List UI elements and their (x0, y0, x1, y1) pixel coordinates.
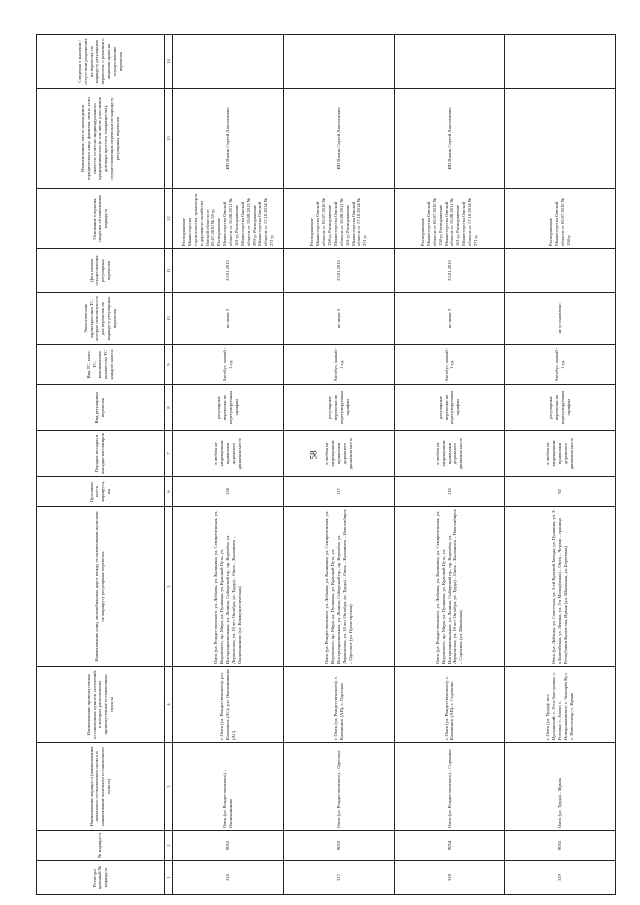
cell-reg: 318 (394, 861, 505, 895)
header-cell: Наименование, место нахождения юридического лица, фамилия, имя и, если имеется, отчество индивидуального предпринимателя (в том числе участников договора простого товарищества), осуществляющих перевозки по маршруту регулярных перевозок (37, 89, 165, 189)
column-number: 7 (164, 431, 173, 477)
cell-route-number: 9054 (394, 831, 505, 861)
cell-route-number: 9052 (173, 831, 284, 861)
cell-start-date: 23.01.2015 (394, 249, 505, 293)
column-number: 9 (164, 345, 173, 385)
cell-length: 128 (173, 477, 284, 507)
header-cell: № маршрута (37, 831, 165, 861)
cell-vehicle: Автобус, малый - 1 ед. (394, 345, 505, 385)
cell-vehicle: Автобус, малый - 1 ед. (173, 345, 284, 385)
header-cell: Сведения о наличии / отсутствии разрешения на перевозку по маршруту регулярных перевозок, о решении о лишении права на осуществление перевозок (37, 35, 165, 89)
cell-streets: Омск (ул. Рождественского, ул. Лобкова, ул. Калинина, ул. Семиреченская, ул. Воровского, пр. Мира, ул. Пушкина, ул. Красный Путь, ул. Интернациональная, ул. Ленина, Сибирский пр., пр. Королёва, ул. Лермонтова, ул. 10 лет Октября, ул. Труда) – Омск – Калачинск – Оконешниково (ул. Коммунистическая) (173, 507, 284, 667)
cell-transport-type: регулярные перевозки по нерегулируемым тарифам (173, 385, 284, 431)
cell-route-number: 9053 (283, 831, 394, 861)
header-cell: Наименование улиц, автомобильных дорог между остановочными пунктами по маршруту регулярных перевозок (37, 507, 165, 667)
cell-boarding: в любом не запрещенном правилами дорожного движения месте (394, 431, 505, 477)
cell-reg: 316 (173, 861, 284, 895)
cell-permit (505, 35, 616, 89)
rotated-table-container (36, 35, 616, 895)
cell-route-name: Омск (ул. Рождественского) – Одесское (283, 743, 394, 831)
cell-permit (283, 35, 394, 89)
cell-transport-type: регулярные перевозки по нерегулируемым тарифам (505, 385, 616, 431)
column-number: 10 (164, 293, 173, 345)
header-cell: Вид регулярных перевозок (37, 385, 165, 431)
cell-boarding: в любом не запрещенном правилами дорожного движения месте (505, 431, 616, 477)
cell-route-name: Омск (ул. Труда) – Ирмак (505, 743, 616, 831)
column-number: 5 (164, 507, 173, 667)
column-number: 1 (164, 861, 173, 895)
cell-stops: г. Омск (ул. Рождественского); р.п. Калачинск (АС); р.п. Оконешниково (АС) (173, 667, 284, 743)
cell-transport-type: регулярные перевозки по нерегулируемым тарифам (283, 385, 394, 431)
cell-basis: Распоряжение Министерства Омской области от 05.07.2010 № 158-р; Распоряжение Министерства Омской области от 16.08.2011 № 161-р; Распоряжение Министерства Омской области от 17.10.2014 № 271-р (394, 189, 505, 249)
column-number-row (164, 35, 173, 895)
header-row (37, 35, 165, 895)
cell-eco: не ниже 3 (283, 293, 394, 345)
header-cell: Экологические характеристики ТС, которые используются для перевозок по маршруту регулярных перевозок (37, 293, 165, 345)
column-number: 4 (164, 667, 173, 743)
header-cell: Дата начала осуществления регулярных перевозок (37, 249, 165, 293)
cell-permit (394, 35, 505, 89)
cell-streets: Омск (ул. Рождественского, ул. Лобкова, ул. Калинина, ул. Семиреченская, ул. Воровского, пр. Мира, ул. Пушкина, ул. Красный Путь, ул. Интернациональная, ул. Ленина, Сибирский пр., пр. Королёва, ул. Лермонтова, ул. 10 лет Октября, ул. Труда) – Омск – Калачинск – Новосибирск – Одесское (ул. Пролетарская) (283, 507, 394, 667)
cell-eco: не установлено (505, 293, 616, 345)
cell-basis: Распоряжение Министерства Омской области от 05.07.2010 № 158-р (505, 189, 616, 249)
cell-vehicle: Автобус, малый - 1 ед. (283, 345, 394, 385)
cell-basis: Распоряжение Министерства Омской области от 05.07.2010 № 158-р; Распоряжение Министерства Омской области от 16.08.2011 № 161-р; Распоряжение Министерства Омской области от 17.10.2014 № 271-р (283, 189, 394, 249)
cell-route-name: Омск (ул. Рождественского) – Оконешниково (173, 743, 284, 831)
cell-carrier: ИП Пилин Сергей Анатольевич (283, 89, 394, 189)
cell-length: 117 (283, 477, 394, 507)
cell-eco: не ниже 3 (394, 293, 505, 345)
column-number: 11 (164, 249, 173, 293)
header-cell: Регистра-ционный № маршрута (37, 861, 165, 895)
cell-start-date (505, 249, 616, 293)
page-number: 58 (308, 450, 319, 460)
column-number: 12 (164, 189, 173, 249)
column-number: 3 (164, 743, 173, 831)
cell-route-name: Омск (ул. Рождественского) – Сорокино (394, 743, 505, 831)
header-cell: Наименование маршрута (наименования начального остановочного пункта и наименование конечного остановочного пункта) (37, 743, 165, 831)
cell-start-date: 23.01.2015 (173, 249, 284, 293)
cell-route-number: 9055 (505, 831, 616, 861)
header-cell: Основание открытия, сведения об изменениях маршрута (37, 189, 165, 249)
table-row (173, 35, 284, 895)
cell-stops: г. Омск (ул. Рождественского); с. Калининск (АП); с. Одесское (283, 667, 394, 743)
cell-transport-type: регулярные перевозки по нерегулируемым тарифам (394, 385, 505, 431)
table-row (505, 35, 616, 895)
column-number: 14 (164, 35, 173, 89)
cell-eco: не ниже 3 (173, 293, 284, 345)
column-number: 2 (164, 831, 173, 861)
cell-stops: г. Омск (ул. Рождественского); с. Калининск (АП); с. Сорокино (394, 667, 505, 743)
column-number: 8 (164, 385, 173, 431)
table-row (394, 35, 505, 895)
table-row (283, 35, 394, 895)
cell-carrier: ИП Пилин Сергей Анатольевич (173, 89, 284, 189)
cell-stops: г. Омск (ул. Труда); пос. Иртышский; с. Усть-Заостровка; с. Розовка; с. Азово; с. Новоронжинское; с. Звонарёв Кут; с. Новоселецк; с. Ирмак (505, 667, 616, 743)
cell-carrier (505, 89, 616, 189)
routes-table (36, 34, 616, 895)
cell-streets: Омск (ул. Лобкова, ул. Советская, ул. 3-ей Красной Звезды, ул. Пушкина, ул. 3-я Енисейская, ул. Ленина, ул. 3-я Молодёжная) – Омск – Черлак – граница Республики Казахстан, Ирмак (ул. Школьная, ул. Береговая) (505, 507, 616, 667)
cell-length: 110 (394, 477, 505, 507)
cell-boarding: в любом не запрещенном правилами дорожного движения месте (283, 431, 394, 477)
cell-reg: 319 (505, 861, 616, 895)
cell-start-date: 23.01.2015 (283, 249, 394, 293)
cell-boarding: в любом не запрещенном правилами дорожного движения месте (173, 431, 284, 477)
cell-length: 92 (505, 477, 616, 507)
cell-permit (173, 35, 284, 89)
cell-reg: 317 (283, 861, 394, 895)
header-cell: Протяжен-ность маршрута, км (37, 477, 165, 507)
cell-streets: Омск (ул. Рождественского, ул. Лобкова, ул. Калинина, ул. Семиреченская, ул. Воровского, пр. Мира, ул. Пушкина, ул. Красный Путь, ул. Интернациональная, ул. Ленина, Сибирский пр., пр. Королёва, ул. Лермонтова, ул. 10 лет Октября, ул. Труда) – Омск – Калачинск – Новосибирск – Сорокино (ул. Школьная) (394, 507, 505, 667)
cell-vehicle: Автобус, малый - 1 ед. (505, 345, 616, 385)
column-number: 6 (164, 477, 173, 507)
header-cell: Наименование промежуточных остановочных пунктов, поселений, в которых расположены промежуточные остановочные пункты (37, 667, 165, 743)
cell-basis: Распоряжение Министерства строительства, транспорта и дорожного хозяйства Омской области от 05.07.2010 № 55-р; Распоряжение Министерства Омской области от 16.08.2011 № 161-р; Распоряжение Министерства Омской области от 19.09.2013 № 293-р; Распоряжение Министерства Омской области от 17.10.2014 № 271-р (173, 189, 284, 249)
header-cell: Порядок посадки и высадки пассажиров (37, 431, 165, 477)
column-number: 13 (164, 89, 173, 189)
header-cell: Вид ТС, класс ТС, максимальное количество ТС каждого класса (37, 345, 165, 385)
cell-carrier: ИП Пилин Сергей Анатольевич (394, 89, 505, 189)
